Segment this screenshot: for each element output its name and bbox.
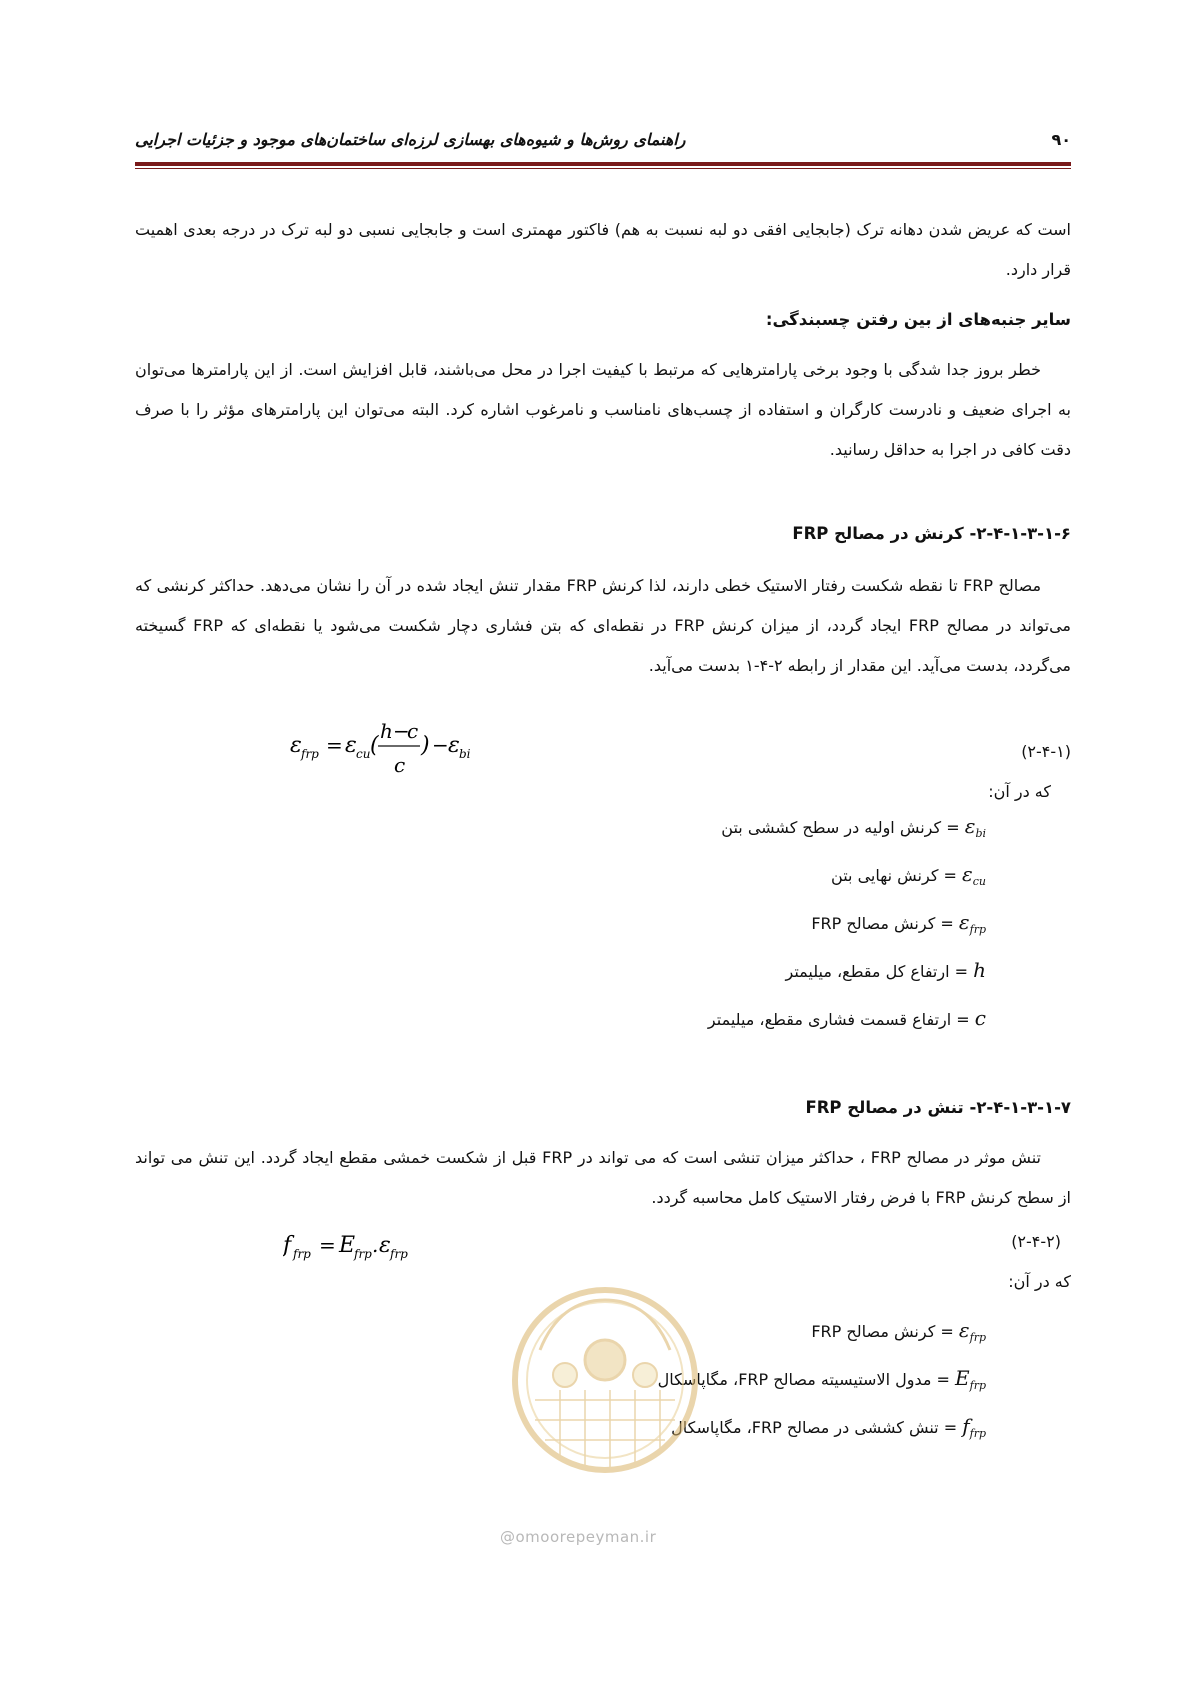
definition-text: = کرنش مصالح FRP [811, 1322, 959, 1341]
definition-subscript: frp [969, 1331, 986, 1345]
definition-symbol: ε [958, 910, 970, 934]
svg-text:−: − [432, 733, 449, 757]
equation-strain-graphic [290, 710, 490, 790]
stress-paragraph: تنش موثر در مصالح FRP ، حداکثر میزان تنشی است که می تواند در FRP قبل از شکست خمشی مقطع ایجاد گردد. این تنش می تواند از سطح کرنش FRP با فرض رفتار الاستیک کامل محاسبه گردد. [135, 1148, 1071, 1207]
definition-symbol: ε [958, 1318, 970, 1342]
svg-text:frp: frp [293, 1247, 311, 1261]
where-label-2: که در آن: [1008, 1272, 1071, 1291]
watermark-logo [490, 1280, 720, 1480]
svg-text:cu: cu [356, 747, 371, 761]
definition-item [811, 1318, 986, 1344]
svg-text:bi: bi [459, 747, 471, 761]
definition-text: = تنش کششی در مصالح FRP، مگاپاسکال [671, 1418, 963, 1437]
definition-symbol: f [962, 1414, 970, 1438]
page-header [135, 130, 1071, 166]
where-label-1: که در آن: [988, 782, 1051, 801]
equation-2-number: (۲-۴-۲) [1011, 1232, 1061, 1251]
svg-text:(: ( [370, 733, 379, 758]
definition-text: = ارتفاع قسمت فشاری مقطع، میلیمتر [707, 1010, 975, 1029]
definition-subscript: frp [969, 1427, 986, 1441]
definition-symbol: c [974, 1006, 986, 1030]
svg-text:frp: frp [301, 747, 319, 761]
svg-text:.: . [372, 1233, 379, 1257]
svg-text:frp: frp [390, 1247, 408, 1261]
definition-text: = مدول الاستیسیته مصالح FRP، مگاپاسکال [657, 1370, 956, 1389]
page-number: ۹۰ [1051, 130, 1071, 149]
svg-text:E: E [339, 1233, 356, 1258]
strain-paragraph: مصالح FRP تا نقطه شکست رفتار الاستیک خطی دارند، لذا کرنش FRP مقدار تنش ایجاد شده در آن را نشان می‌دهد. حداکثر کرنشی که می‌تواند در مصالح FRP ایجاد گردد، از میزان کرنش FRP در نقطه‌ای که بتن فشاری دچار شکست می‌شود یا نقطه‌ای که FRP گسیخته می‌گردد، بدست می‌آید. این مقدار از رابطه ۲-۴-۱ بدست می‌آید. [135, 576, 1071, 675]
definition-text: = کرنش اولیه در سطح کششی بتن [721, 818, 965, 837]
definition-symbol: ε [964, 814, 976, 838]
svg-text:): ) [421, 733, 430, 758]
definition-symbol: E [955, 1366, 970, 1390]
svg-text:c: c [407, 719, 419, 743]
svg-text:=: = [326, 733, 343, 757]
svg-text:ε: ε [345, 733, 357, 758]
svg-text:h: h [380, 719, 393, 743]
svg-text:=: = [319, 1233, 336, 1257]
svg-text:ε: ε [290, 733, 302, 758]
intro-paragraph: است که عریض شدن دهانه ترک (جابجایی افقی دو لبه نسبت به هم) فاکتور مهمتری است و جابجایی نسبی دو لبه ترک در درجه بعدی اهمیت قرار دارد. [135, 220, 1071, 279]
definition-subscript: frp [969, 1379, 986, 1393]
definition-item [786, 958, 987, 982]
watermark-emblem [490, 1280, 720, 1480]
other-aspects-paragraph: خطر بروز جدا شدگی با وجود برخی پارامترهایی که مرتبط با کیفیت اجرا در محل می‌باشند، قابل افزایش است. از این پارامترها می‌توان به اجرای ضعیف و نادرست کارگران و استفاده از چسب‌های نامناسب و نامرغوب اشاره کرد. البته می‌توان این پارامترهای مؤثر را با صرف دقت کافی در اجرا به حداقل رسانید. [135, 360, 1071, 459]
definition-subscript: bi [975, 827, 986, 841]
definition-subscript: cu [972, 875, 986, 889]
equation-stress [283, 1226, 443, 1272]
header-rule-thin [135, 168, 1071, 169]
definition-text: = کرنش نهایی بتن [831, 866, 963, 885]
definition-item [721, 814, 986, 840]
header-title: راهنمای روش‌ها و شیوه‌های بهسازی لرزه‌ای ساختمان‌های موجود و جزئیات اجرایی [135, 130, 686, 149]
equation-1-number: (۲-۴-۱) [1021, 742, 1071, 761]
equation-stress-graphic [283, 1226, 443, 1266]
svg-text:ε: ε [448, 733, 460, 758]
svg-text:f: f [283, 1233, 292, 1258]
heading-stress: ۲-۴-۱-۳-۱-۷- تنش در مصالح FRP [805, 1098, 1071, 1117]
watermark-site: @omoorepeyman.ir [500, 1528, 657, 1546]
equation-strain [290, 710, 490, 796]
definition-item [708, 1006, 986, 1030]
svg-text:−: − [393, 719, 410, 743]
header-rule [135, 162, 1071, 166]
definition-text: = کرنش مصالح FRP [811, 914, 959, 933]
svg-text:c: c [394, 753, 406, 777]
svg-text:frp: frp [354, 1247, 372, 1261]
definition-symbol: h [973, 958, 986, 982]
definition-item [811, 910, 986, 936]
definition-item [831, 862, 986, 888]
definition-symbol: ε [962, 862, 973, 886]
definition-subscript: frp [969, 923, 986, 937]
heading-strain: ۲-۴-۱-۳-۱-۶- کرنش در مصالح FRP [792, 524, 1071, 543]
heading-other-aspects: سایر جنبه‌های از بین رفتن چسبندگی: [765, 310, 1071, 329]
definition-text: = ارتفاع کل مقطع، میلیمتر [785, 962, 974, 981]
svg-text:ε: ε [379, 1233, 391, 1258]
